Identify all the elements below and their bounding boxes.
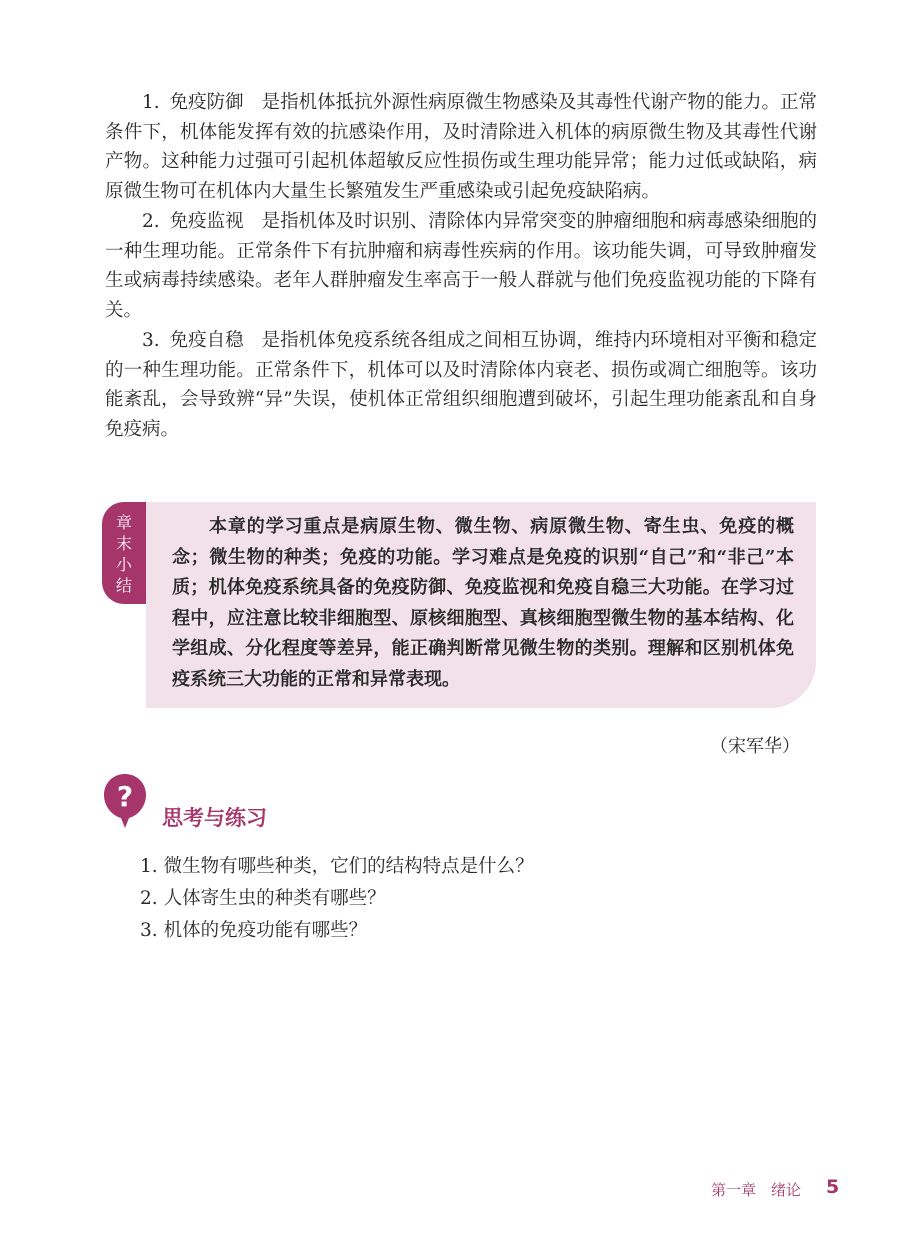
paragraph-immune-defense [105,88,817,206]
exercise-number: 1. [140,856,158,877]
tab-char: 结 [115,576,132,595]
paragraph-number: 3. [142,330,160,351]
paragraph-text: 是指机体抵抗外源性病原微生物感染及其毒性代谢产物的能力。正常条件下，机体能发挥有效的抗感染作用，及时清除进入机体的病原微生物及其毒性代谢产物。这种能力过强可引起机体超敏反应性损伤或生理功能异常；能力过低或缺陷，病原微生物可在机体内大量生长繁殖发生严重感染或引起免疫缺陷病。 [105,92,817,202]
exercises-title: 思考与练习 [162,806,267,830]
paragraph-immune-homeostasis [105,326,817,444]
paragraph-immune-surveillance [105,207,817,325]
exercise-text: 人体寄生虫的种类有哪些？ [163,888,386,909]
exercise-item [140,852,534,878]
tab-char: 章 [115,513,132,532]
paragraph-text: 是指机体免疫系统各组成之间相互协调，维持内环境相对平衡和稳定的一种生理功能。正常条件下，机体可以及时清除体内衰老、损伤或凋亡细胞等。该功能紊乱，会导致辨“异”失误，使机体正常组织细胞遭到破坏，引起生理功能紊乱和自身免疫病。 [105,330,817,440]
paragraph-term: 免疫自稳 [169,330,244,351]
page-number: 5 [826,1176,840,1198]
svg-text:?: ? [116,780,134,813]
exercise-number: 2. [140,888,158,909]
paragraph-text: 是指机体及时识别、清除体内异常突变的肿瘤细胞和病毒感染细胞的一种生理功能。正常条件下有抗肿瘤和病毒性疾病的作用。该功能失调，可导致肿瘤发生或病毒持续感染。老年人群肿瘤发生率高于一般人群就与他们免疫监视功能的下降有关。 [105,211,817,321]
exercise-text: 机体的免疫功能有哪些？ [163,920,368,941]
question-mark-pin-icon [102,772,148,830]
tab-char: 末 [115,534,132,553]
paragraph-term: 免疫防御 [169,92,244,113]
exercise-item [140,884,386,910]
exercise-number: 3. [140,920,158,941]
paragraph-term: 免疫监视 [169,211,244,232]
tab-char: 小 [115,555,132,574]
author-credit: （宋军华） [710,736,800,757]
footer-chapter-label: 第一章 绪论 [711,1181,802,1199]
chapter-summary-text: 本章的学习重点是病原生物、微生物、病原微生物、寄生虫、免疫的概念；微生物的种类；免疫的功能。学习难点是免疫的识别“自己”和“非己”本质；机体免疫系统具备的免疫防御、免疫监视和免疫自稳三大功能。在学习过程中，应注意比较非细胞型、原核细胞型、真核细胞型微生物的基本结构、化学组成、分化程度等差异，能正确判断常见微生物的类别。理解和区别机体免疫系统三大功能的正常和异常表现。 [172,516,794,690]
paragraph-number: 1. [142,92,160,113]
exercise-text: 微生物有哪些种类，它们的结构特点是什么？ [163,856,534,877]
exercise-item [140,916,367,942]
paragraph-number: 2. [142,211,160,232]
chapter-summary-tab [102,502,146,604]
